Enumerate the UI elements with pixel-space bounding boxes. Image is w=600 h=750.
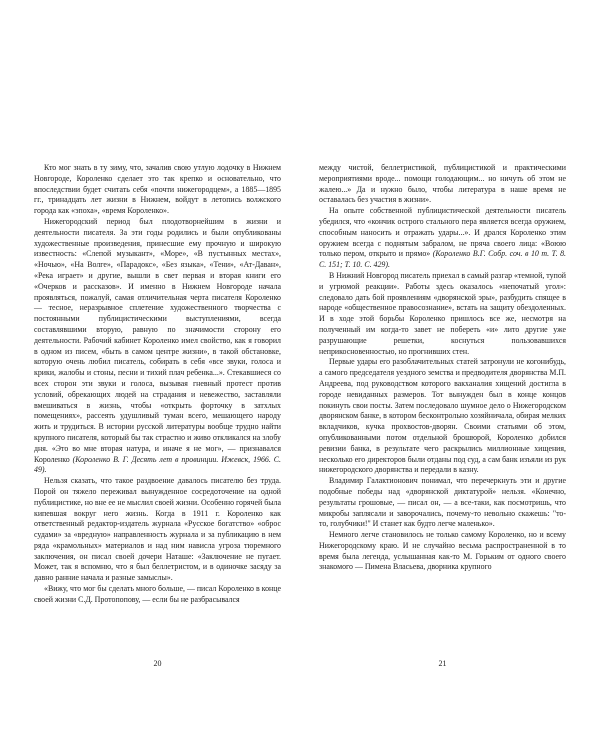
paragraph: Владимир Галактионович понимал, что перечеркнуть эти и другие подобные победы над «дворянской диктатурой» нельзя. «Конечно, результаты грошовые, — писал он, — а все-таки, как посмотришь, что микробы заплясали и заворочались, почему-то невольно скажешь: "то-то, голубчики!" И станет как будто легче маленько». [319,476,566,529]
paragraph: Немного легче становилось не только самому Короленко, но и всему Нижегородскому краю. И не случайно весьма распространенной в то время была легенда, услышанная как-то М. Горьким от одного своего знакомого — Пимена Власьева, дворника крупного [319,530,566,572]
paragraph: Нижегородский период был плодотворнейшим в жизни и деятельности писателя. За эти годы родились и были опубликованы художественные произведения, принесшие ему прочную и широкую известность: «Слепой музыкант», «Море», «В пустынных местах», «Ночью», «На Волге», «Парадокс», «Без языка», «Тени», «Ат-Даван», «Река играет» и другие, вышли в свет первая и вторая книги его «Очерков и рассказов». И именно в Нижнем Новгороде начала проявляться, пожалуй, самая отличительная черта писателя Короленко — тесное, неразрывное сплетение художественного творчества с постоянными публицистическими выступлениями, всегда составлявшими вторую, равную по значимости сторону его деятельности. Рабочий кабинет Короленко имел свойство, как я говорил в одном из писем, «быть в самом центре жизни», в такой обстановке, которую очень любил писатель, собирать в себя «все звуки, голоса и крики, жалобы и стоны, песни и тихий плач ребенка...». Стекавшиеся со всех сторон эти звуки и голоса, вызывая гневный протест против условий, обрекающих людей на страдания и невежество, заставляли вмешиваться в жизнь, чтобы «открыть форточку в затхлых помещениях», рассеять удушливый туман всего, мешающего народу жить и трудиться. В истории русской литературы вообще трудно найти крупного писателя, который бы так страстно и живо откликался на злобу дня. «Это во мне вторая натура, и иначе я не мог», — признавался Короленко (Короленко В. Г. Десять лет в провинции. Ижевск, 1966. С. 49). [34,216,281,475]
paragraph: Кто мог знать в ту зиму, что, зачалив свою утлую лодочку в Нижнем Новгороде, Короленко сделает это так крепко и основательно, что впоследствии будет считать себя «почти нижегородцем», а 1885—1895 гг., тринадцать лет жизни в Нижнем, войдут в летопись волжского города как «эпоха», «время Короленко». [34,163,281,216]
page-number: 20 [153,659,162,668]
left-page [34,163,281,606]
citation: (Короленко В.Г. Собр. соч. в 10 т. Т. 8. С. 151; Т. 10. С. 429). [319,249,567,270]
paragraph: «Вижу, что мог бы сделать много больше, — писал Короленко в конце своей жизни С.Д. Протопопову, — если бы не разбрасывался [34,584,281,604]
paragraph: В Нижний Новгород писатель приехал в самый разгар «темной, тупой и угрюмой реакции». Работы здесь оказалось «непочатый угол»: следовало дать бой проявлениям «дворянской эры», разбудить спящее в народе «общественное правосознание», встать на защиту обездоленных. И в ходе этой борьбы Короленко пришлось все же, несмотря на полученный им когда-то завет не побереть «и» лито другие уже разрушающие решетки, коснуться пользовавшихся неприкосновенностью, но прогнивших стен. [319,270,566,356]
page-number: 21 [438,659,447,668]
citation: (Короленко В. Г. Десять лет в провинции. Ижевск, 1966. С. 49). [34,454,281,475]
paragraph: между чистой, беллетристикой, публицистикой и практическими мероприятиями вроде... помощи голодающим... но ничуть об этом не жалею...» Да и нужно было, чтобы литература в наше время не оставалась без участия в жизни». [319,163,566,205]
right-page [319,163,566,573]
paragraph: На опыте собственной публицистической деятельности писатель убедился, что «кончик острого стального пера является всегда оружием, способным наносить и отражать удары...». И дрался Короленко этим оружием всегда с поднятым забралом, не пряча своего лица: «Воюю только пером, открыто и прямо» (Короленко В.Г. Собр. соч. в 10 т. Т. 8. С. 151; Т. 10. С. 429). [319,206,567,270]
paragraph: Нельзя сказать, что такое раздвоение давалось писателю без труда. Порой он тяжело переживал вынужденное сосредоточение на одной публицистике, но вне ее не мыслил своей жизни. Особенно горячей была кипевшая вокруг него жизнь. Когда в 1911 г. Короленко как ответственный редактор-издатель журнала «Русское богатство» «оброс судами» за «вредную» направленность журнала и за публикацию в нем ряда «крамольных» материалов и над ним нависла угроза тюремного заключения, он писал своей дочери Наташе: «Заключение не пугает. Может, так я вспомню, что я был беллетристом, и в одиночке засяду за давно ранние начала и разные замыслы». [34,476,281,583]
paragraph: Первые удары его разоблачительных статей затронули не когонибудь, а самого председателя уездного земства и предводителя дворянства М.П. Андреева, под руководством которого вакханалия хищений достигла в городе невиданных размеров. Тот вынужден был в конце концов покинуть свои посты. Затем последовало шумное дело о Нижегородском дворянском банке, в котором бесконтрольно хозяйничала, обирая мелких вкладчиков, кучка прохвостов-дворян. Своими статьями об этом, опубликованными потом отдельной брошюрой, Короленко добился ревизии банка, в результате чего раскрылись миллионные хищения, несколько его директоров были отданы под суд, а сам банк изъяли из рук нижегородского дворянства и передали в казну. [319,357,566,475]
